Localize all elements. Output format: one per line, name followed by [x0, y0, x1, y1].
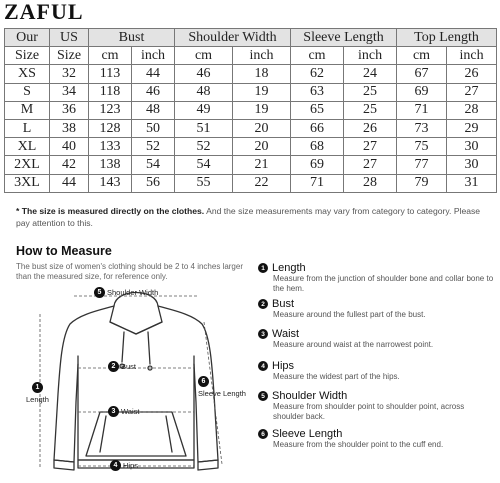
number-5-icon: 5: [258, 391, 268, 401]
table-cell: 113: [89, 65, 132, 83]
size-chart-table: [4, 28, 497, 193]
measure-item-bust: [258, 298, 494, 320]
number-4-icon: 4: [258, 361, 268, 371]
measure-desc: Measure the widest part of the hips.: [273, 372, 400, 381]
table-row: [5, 174, 497, 192]
table-cell: 75: [397, 138, 447, 156]
measure-title: Waist: [272, 328, 300, 340]
table-cell: XL: [5, 138, 50, 156]
table-cell: 49: [175, 101, 233, 119]
how-to-measure-title: How to Measure: [16, 244, 112, 258]
table-cell: 34: [50, 83, 89, 101]
table-cell: 20: [233, 138, 291, 156]
table-cell: 3XL: [5, 174, 50, 192]
measure-item-sleeve-length: [258, 428, 494, 450]
figure-label-text: Bust: [121, 362, 137, 371]
figure-label-text: Waist: [121, 407, 140, 416]
table-cell: 79: [397, 174, 447, 192]
header-us: US: [50, 29, 89, 47]
table-cell: 54: [132, 156, 175, 174]
table-cell: 50: [132, 119, 175, 137]
table-cell: 63: [291, 83, 344, 101]
measure-title: Length: [272, 262, 306, 274]
measure-item-length: [258, 262, 494, 293]
measure-item-hips: [258, 360, 494, 382]
header-shoulder-width: Shoulder Width: [175, 29, 291, 47]
number-4-icon: 4: [110, 460, 121, 471]
figure-label-text: Length: [26, 395, 49, 404]
subheader-cell: Size: [5, 47, 50, 65]
number-1-icon: 1: [258, 263, 268, 273]
measure-title: Bust: [272, 298, 295, 310]
figure-label-text: Hips: [123, 461, 139, 470]
table-cell: 143: [89, 174, 132, 192]
table-cell: 46: [175, 65, 233, 83]
table-cell: 51: [175, 119, 233, 137]
table-cell: 71: [397, 101, 447, 119]
subheader-cell: inch: [447, 47, 497, 65]
table-cell: 38: [50, 119, 89, 137]
table-cell: XS: [5, 65, 50, 83]
measure-desc: Measure from the junction of shoulder bone and collar bone to the hem.: [273, 274, 494, 293]
number-2-icon: 2: [108, 361, 119, 372]
table-cell: 65: [291, 101, 344, 119]
subheader-cell: cm: [291, 47, 344, 65]
subheader-cell: Size: [50, 47, 89, 65]
table-cell: 32: [50, 65, 89, 83]
table-cell: 22: [233, 174, 291, 192]
table-cell: 68: [291, 138, 344, 156]
table-cell: 123: [89, 101, 132, 119]
figure-label-text: Shoulder Width: [107, 288, 159, 297]
header-bust: Bust: [89, 29, 175, 47]
table-cell: 24: [344, 65, 397, 83]
table-cell: 30: [447, 138, 497, 156]
figure-label-sleeve: [198, 376, 246, 398]
size-note: [16, 205, 486, 229]
subheader-cell: cm: [397, 47, 447, 65]
table-subheader-row: [5, 47, 497, 65]
table-cell: 66: [291, 119, 344, 137]
table-cell: M: [5, 101, 50, 119]
table-cell: 27: [344, 156, 397, 174]
table-cell: 52: [175, 138, 233, 156]
table-cell: 69: [291, 156, 344, 174]
table-cell: 69: [397, 83, 447, 101]
table-cell: 20: [233, 119, 291, 137]
measure-item-waist: [258, 328, 494, 350]
number-6-icon: 6: [258, 429, 268, 439]
subheader-cell: inch: [344, 47, 397, 65]
table-cell: 42: [50, 156, 89, 174]
table-row: [5, 119, 497, 137]
size-note-rest: And the size measurements may vary from category to category. Please pay attention to this.: [16, 206, 481, 228]
header-top-length: Top Length: [397, 29, 497, 47]
table-cell: 30: [447, 156, 497, 174]
number-5-icon: 5: [94, 287, 105, 298]
table-cell: 48: [175, 83, 233, 101]
table-cell: 27: [344, 138, 397, 156]
table-cell: 138: [89, 156, 132, 174]
table-cell: 118: [89, 83, 132, 101]
measure-desc: Measure around the fullest part of the bust.: [273, 310, 426, 319]
table-cell: 21: [233, 156, 291, 174]
table-header-row: [5, 29, 497, 47]
table-cell: 36: [50, 101, 89, 119]
table-row: [5, 83, 497, 101]
table-cell: 27: [447, 83, 497, 101]
number-6-icon: 6: [198, 376, 209, 387]
table-cell: 25: [344, 83, 397, 101]
table-cell: 48: [132, 101, 175, 119]
measure-desc: Measure around waist at the narrowest point.: [273, 340, 434, 349]
table-cell: 29: [447, 119, 497, 137]
table-cell: 44: [50, 174, 89, 192]
measure-title: Hips: [272, 360, 295, 372]
table-row: [5, 101, 497, 119]
header-our: Our: [5, 29, 50, 47]
table-cell: 18: [233, 65, 291, 83]
size-note-bold: * The size is measured directly on the clothes.: [16, 206, 205, 216]
table-cell: 54: [175, 156, 233, 174]
table-cell: 28: [344, 174, 397, 192]
number-2-icon: 2: [258, 299, 268, 309]
table-cell: 25: [344, 101, 397, 119]
measure-desc: Measure from the shoulder point to the cuff end.: [273, 440, 444, 449]
hoodie-outline: [54, 293, 218, 471]
subheader-cell: inch: [132, 47, 175, 65]
table-cell: 40: [50, 138, 89, 156]
brand-logo: ZAFUL: [4, 0, 84, 24]
measure-title: Sleeve Length: [272, 428, 343, 440]
figure-label-text: Sleeve Length: [198, 389, 246, 398]
table-row: [5, 156, 497, 174]
table-cell: 77: [397, 156, 447, 174]
how-to-measure-subtitle: The bust size of women's clothing should be 2 to 4 inches larger than the measured size, for reference only.: [16, 262, 243, 281]
figure-label-shoulder: [94, 287, 158, 298]
table-cell: 19: [233, 83, 291, 101]
measure-item-shoulder-width: [258, 390, 494, 421]
table-cell: 26: [447, 65, 497, 83]
subheader-cell: inch: [233, 47, 291, 65]
number-3-icon: 3: [258, 329, 268, 339]
figure-label-bust: [108, 361, 136, 372]
table-cell: 52: [132, 138, 175, 156]
table-cell: 46: [132, 83, 175, 101]
subheader-cell: cm: [175, 47, 233, 65]
table-row: [5, 65, 497, 83]
table-cell: 73: [397, 119, 447, 137]
table-cell: 133: [89, 138, 132, 156]
table-cell: L: [5, 119, 50, 137]
subheader-cell: cm: [89, 47, 132, 65]
table-cell: 2XL: [5, 156, 50, 174]
table-cell: 128: [89, 119, 132, 137]
table-cell: 67: [397, 65, 447, 83]
measure-title: Shoulder Width: [272, 390, 348, 402]
table-cell: 62: [291, 65, 344, 83]
table-cell: 56: [132, 174, 175, 192]
number-1-icon: 1: [32, 382, 43, 393]
table-cell: 26: [344, 119, 397, 137]
figure-label-hips: [110, 460, 138, 471]
table-cell: 44: [132, 65, 175, 83]
number-3-icon: 3: [108, 406, 119, 417]
figure-label-length: [26, 382, 49, 404]
table-cell: 31: [447, 174, 497, 192]
table-cell: 71: [291, 174, 344, 192]
table-cell: 55: [175, 174, 233, 192]
table-cell: 28: [447, 101, 497, 119]
header-sleeve-length: Sleeve Length: [291, 29, 397, 47]
figure-label-waist: [108, 406, 139, 417]
measure-desc: Measure from shoulder point to shoulder point, across shoulder back.: [273, 402, 465, 421]
table-cell: S: [5, 83, 50, 101]
table-cell: 19: [233, 101, 291, 119]
table-row: [5, 138, 497, 156]
